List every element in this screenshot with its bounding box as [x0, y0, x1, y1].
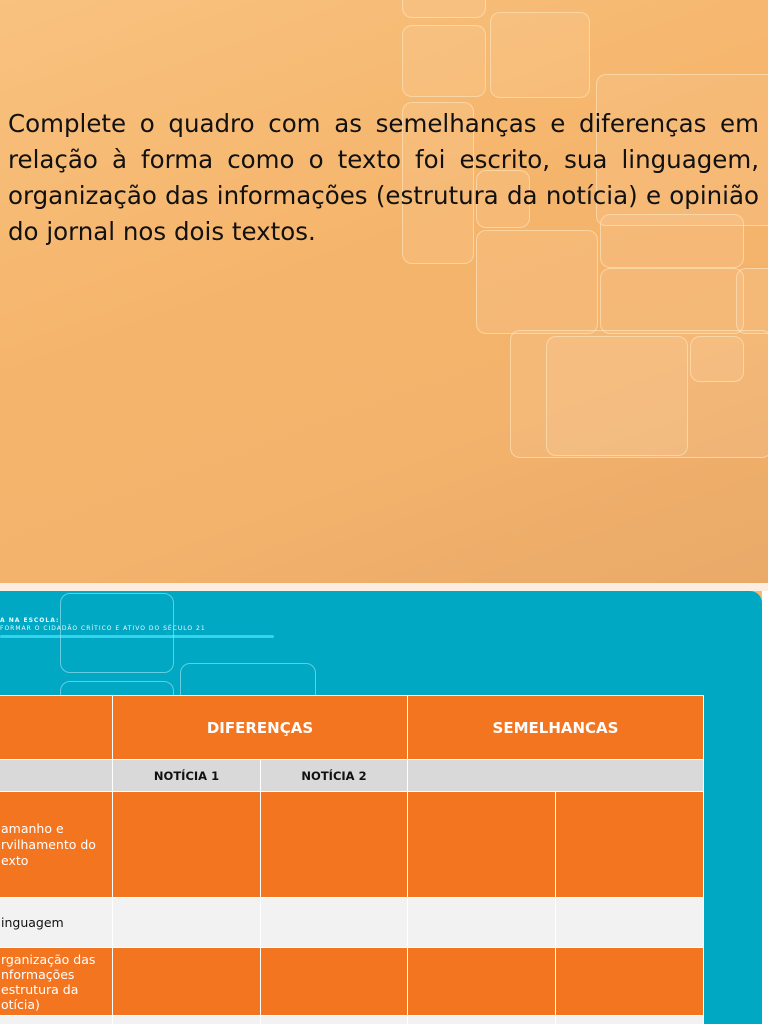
table-row: [0, 898, 704, 948]
row-label-line: otícia): [1, 996, 40, 1012]
decorative-box: [402, 0, 486, 18]
table-row: [0, 792, 704, 898]
table-cell[interactable]: [556, 948, 704, 1016]
row-label-line: rvilhamento do: [1, 836, 96, 852]
header-similarities: SEMELHANCAS: [408, 696, 704, 760]
decorative-box: [402, 25, 486, 97]
subheader-blank-cell: [0, 760, 113, 792]
decorative-box: [60, 593, 174, 673]
table-cell[interactable]: [261, 948, 408, 1016]
decorative-box: [736, 268, 768, 334]
table-subheader-row: [0, 760, 704, 792]
table-cell[interactable]: [113, 948, 261, 1016]
table-cell[interactable]: [556, 792, 704, 898]
row-label-line: exto: [1, 852, 29, 868]
table-cell[interactable]: [261, 792, 408, 898]
decorative-box: [690, 336, 744, 382]
row-label-language: [0, 898, 113, 948]
slide-header-title: A NA ESCOLA:: [0, 617, 60, 624]
table-cell[interactable]: [261, 898, 408, 948]
slide-divider: [0, 583, 768, 591]
table-cell[interactable]: [113, 898, 261, 948]
table-cell[interactable]: [261, 1016, 408, 1024]
table-row: [0, 1016, 704, 1024]
table-cell[interactable]: [113, 792, 261, 898]
table-row: [0, 948, 704, 1016]
subheader-news-2: NOTÍCIA 2: [261, 760, 408, 792]
decorative-box: [600, 268, 744, 334]
table-cell[interactable]: [408, 792, 556, 898]
subheader-similarities-blank: [408, 760, 704, 792]
row-label-line: nformações: [1, 966, 75, 982]
instruction-text: Complete o quadro com as semelhanças e diferenças em relação à forma como o texto foi escrito, sua linguagem, organização das informações (estrutura da notícia) e opinião do jornal nos dois textos.: [8, 109, 759, 246]
subheader-news-1: NOTÍCIA 1: [113, 760, 261, 792]
row-label-organization: [0, 948, 113, 1016]
table-cell[interactable]: [556, 898, 704, 948]
table-cell[interactable]: [556, 1016, 704, 1024]
header-differences: DIFERENÇAS: [113, 696, 408, 760]
slide-edge: [762, 591, 768, 1024]
slide-header-subtitle: FORMAR O CIDADÃO CRÍTICO E ATIVO DO SÉCULO 21: [0, 625, 206, 632]
table-cell[interactable]: [408, 898, 556, 948]
decorative-box: [546, 336, 688, 456]
comparison-table: [0, 695, 704, 1024]
table-cell[interactable]: [408, 948, 556, 1016]
row-label-size: [0, 792, 113, 898]
row-label-line: inguagem: [1, 914, 64, 930]
table-header-row: [0, 696, 704, 760]
bottom-slide: [0, 591, 762, 1024]
table-cell[interactable]: [408, 1016, 556, 1024]
header-blank-cell: [0, 696, 113, 760]
row-label-line: amanho e: [1, 820, 64, 836]
row-label-line: estrutura da: [1, 981, 79, 997]
row-label-line: rganização das: [1, 951, 96, 967]
table-cell[interactable]: [113, 1016, 261, 1024]
table-cell[interactable]: [0, 1016, 113, 1024]
decorative-box: [490, 12, 590, 98]
